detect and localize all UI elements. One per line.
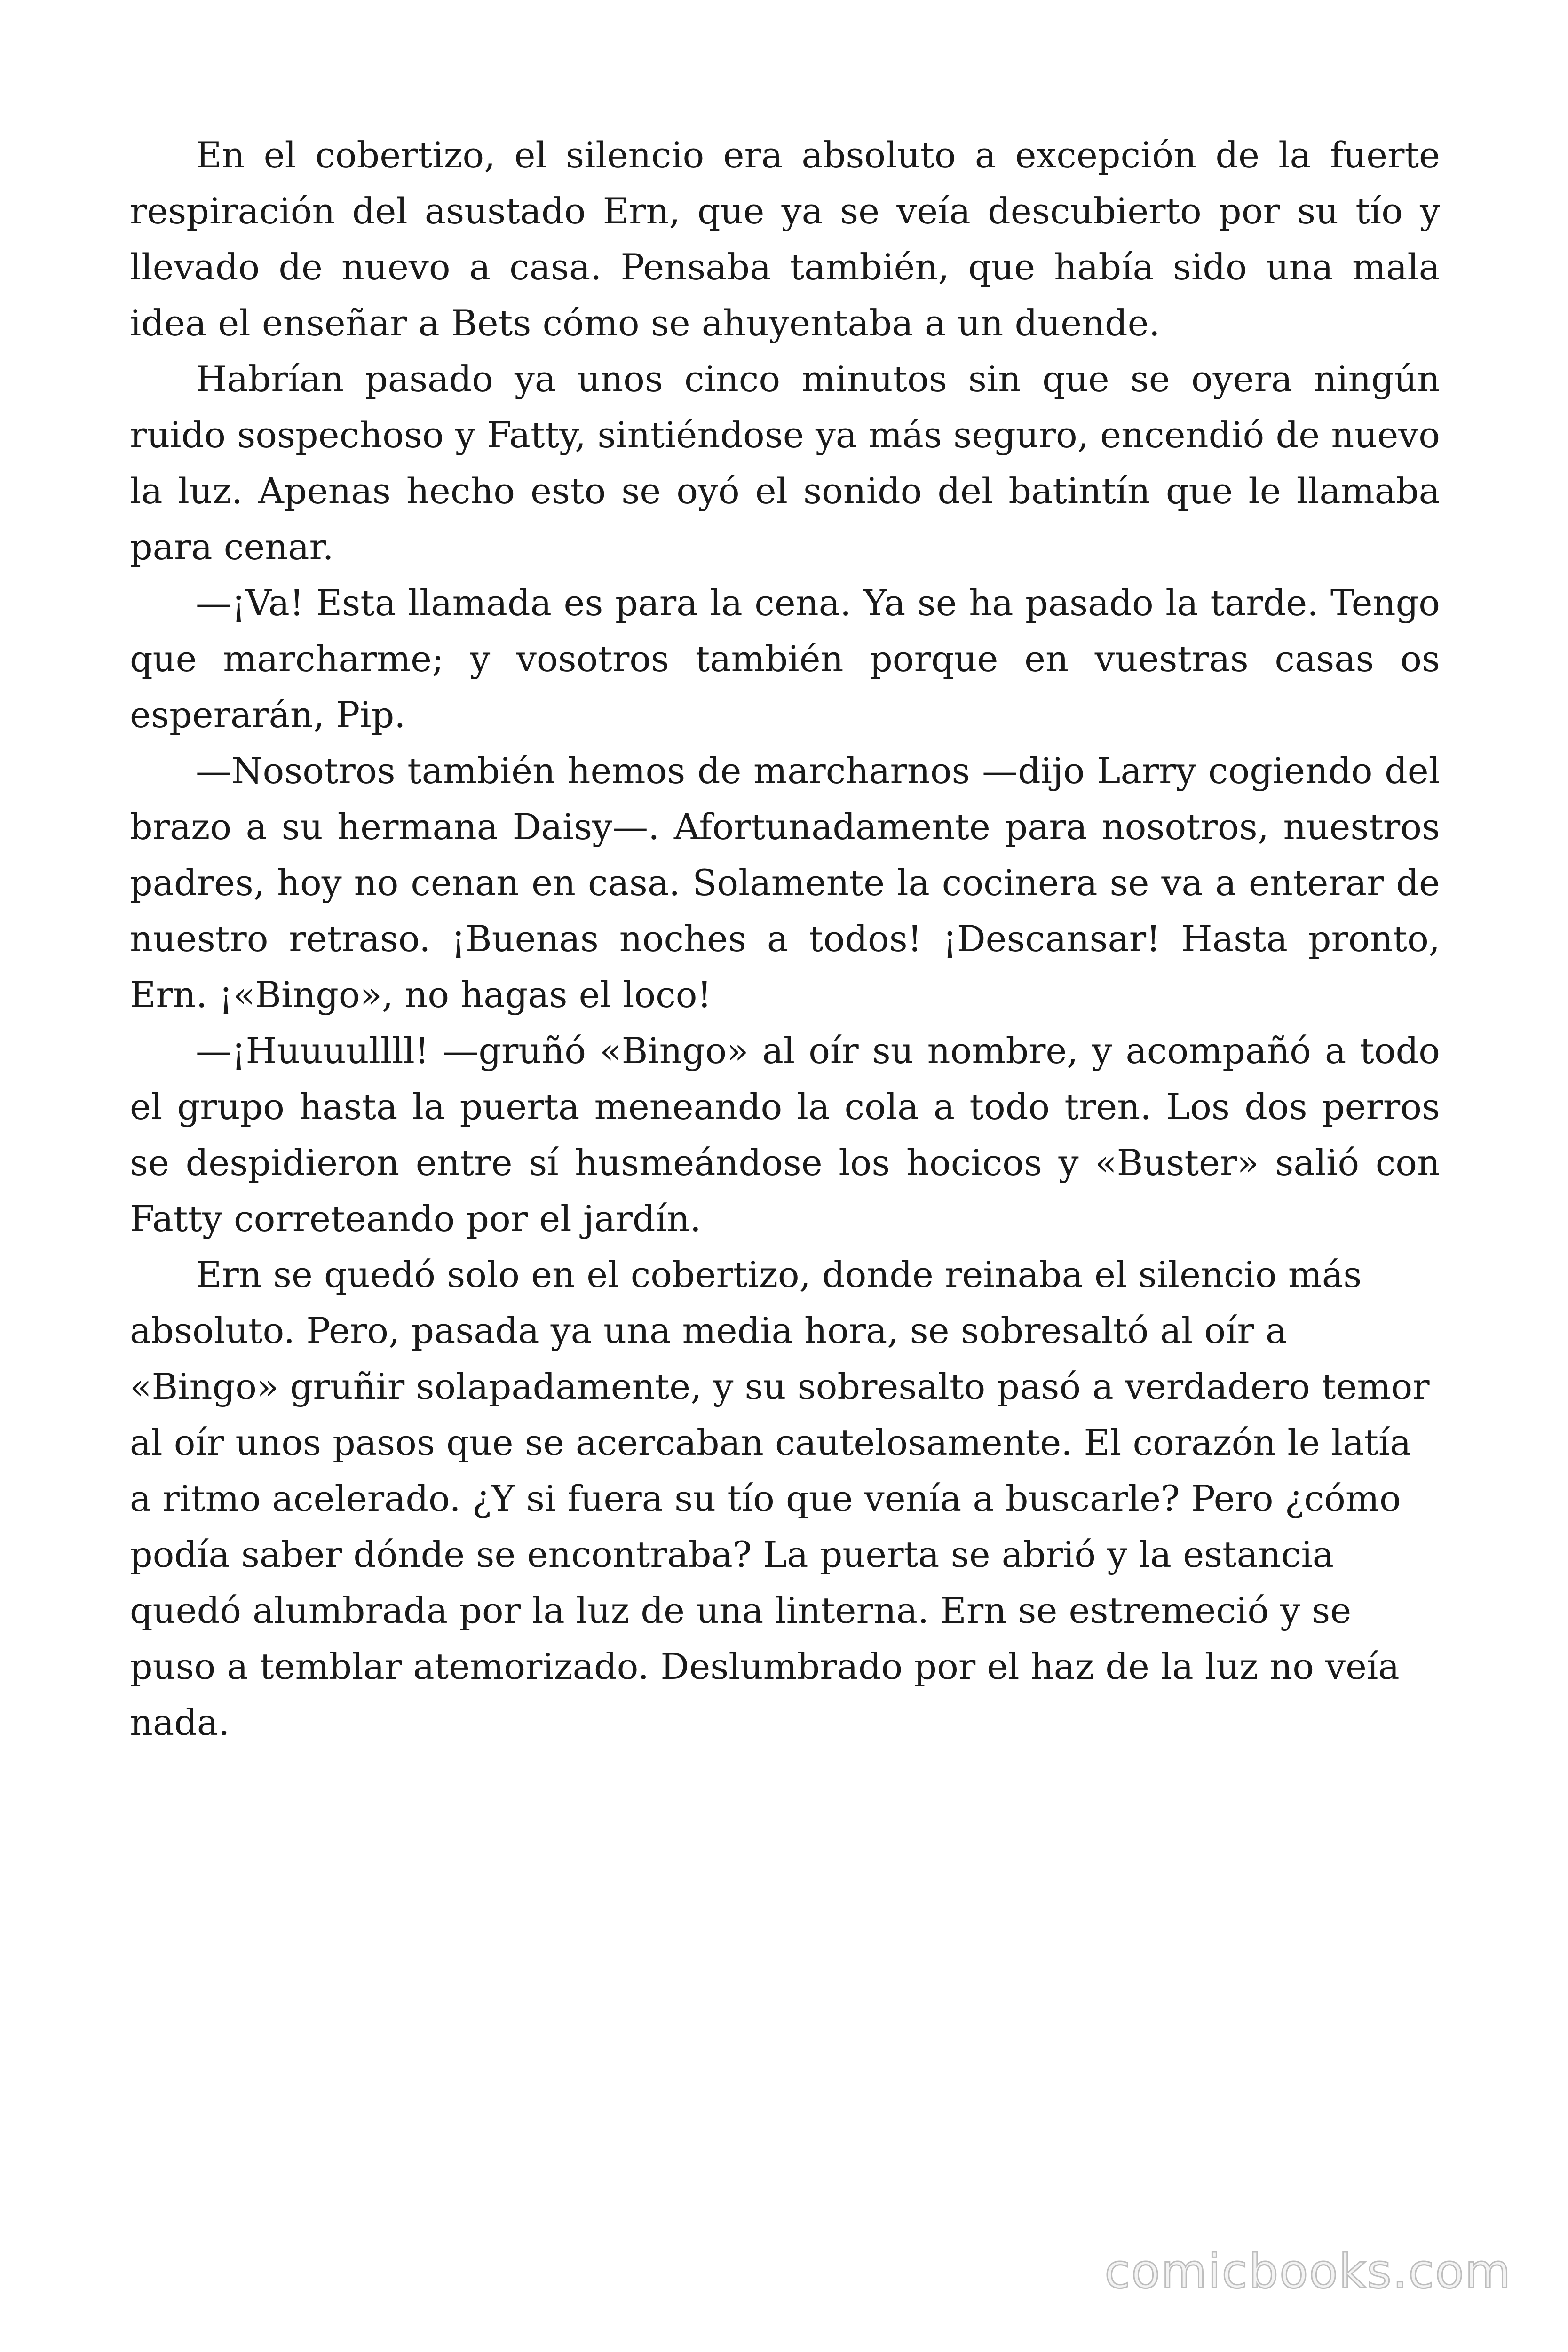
paragraph: Ern se quedó solo en el cobertizo, donde reinaba el silencio más absoluto. Pero, pasada ya una media hora, se sobresaltó al oír a «Bingo» gruñir solapadamente, y su sobresalto pasó a verdadero temor al oír unos pasos que se acercaban cautelosamente. El corazón le latía a ritmo acelerado. ¿Y si fuera su tío que venía a buscarle? Pero ¿cómo podía saber dónde se encontraba? La puerta se abrió y la estancia quedó alumbrada por la luz de una linterna. Ern se estremeció y se puso a temblar atemorizado. Deslumbrado por el haz de la luz no veía nada.	[130, 1254, 1430, 1743]
watermark: comicbooks.com	[1104, 2244, 1512, 2299]
paragraph: —¡Huuuullll! —gruñó «Bingo» al oír su nombre, y acompañó a todo el grupo hasta la puerta meneando la cola a todo tren. Los dos perros se despidieron entre sí husmeándose los hocicos y «Buster» salió con Fatty correteando por el jardín.	[130, 1030, 1440, 1240]
paragraph: En el cobertizo, el silencio era absoluto a excepción de la fuerte respiración del asustado Ern, que ya se veía descubierto por su tío y llevado de nuevo a casa. Pensaba también, que había sido una mala idea el enseñar a Bets cómo se ahuyentaba a un duende.	[130, 134, 1440, 344]
paragraph: —¡Va! Esta llamada es para la cena. Ya se ha pasado la tarde. Tengo que marcharme; y vosotros también porque en vuestras casas os esperarán, Pip.	[130, 582, 1440, 736]
paragraph: —Nosotros también hemos de marcharnos —dijo Larry cogiendo del brazo a su hermana Daisy—. Afortunadamente para nosotros, nuestros padres, hoy no cenan en casa. Solamente la cocinera se va a enterar de nuestro retraso. ¡Buenas noches a todos! ¡Descansar! Hasta pronto, Ern. ¡«Bingo», no hagas el loco!	[130, 750, 1440, 1016]
paragraph: Habrían pasado ya unos cinco minutos sin que se oyera ningún ruido sospechoso y Fatty, sintiéndose ya más seguro, encendió de nuevo la luz. Apenas hecho esto se oyó el sonido del batintín que le llamaba para cenar.	[130, 358, 1440, 568]
book-page-text	[130, 127, 1440, 1750]
